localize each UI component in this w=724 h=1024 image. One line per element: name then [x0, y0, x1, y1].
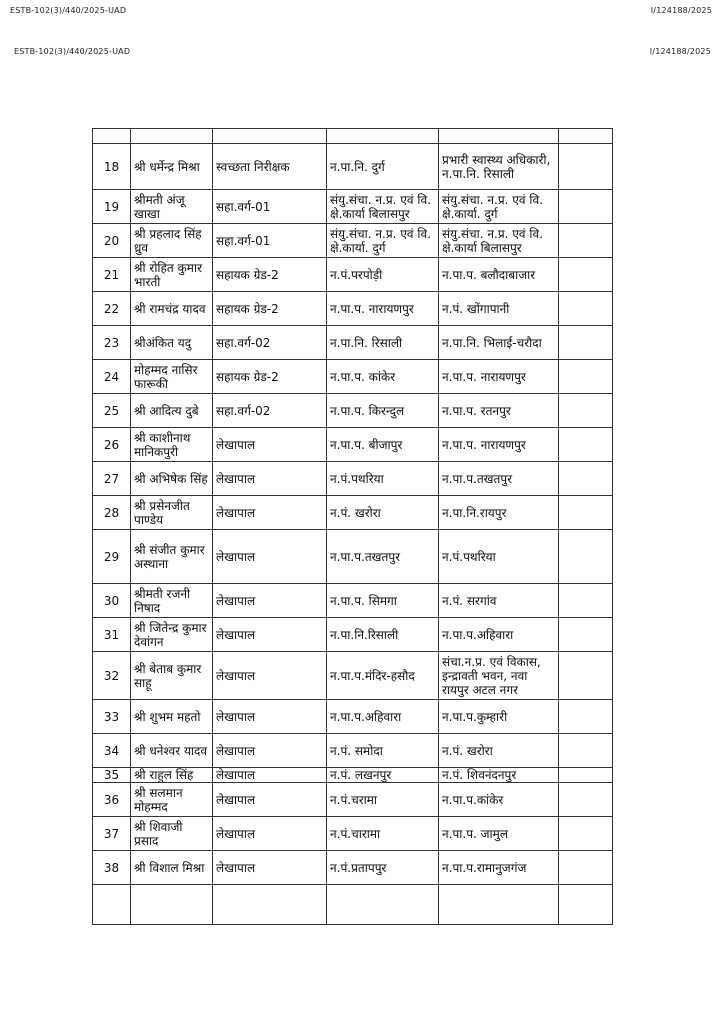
transfer-posting-cell: न.पा.प. रतनपुर	[439, 394, 559, 428]
employee-name-cell: श्री रामचंद्र यादव	[131, 292, 213, 326]
transfer-posting-cell: न.पं. खरोरा	[439, 734, 559, 768]
table-row	[93, 734, 613, 768]
current-posting-cell: न.पं. लखनपुर	[327, 768, 439, 783]
blank-cell	[93, 885, 131, 925]
transfer-posting-cell: न.पा.नि.रायपुर	[439, 496, 559, 530]
blank-cell	[327, 129, 439, 144]
table-top-blank-row	[93, 129, 613, 144]
employee-name-cell: श्री प्रसेनजीत पाण्डेय	[131, 496, 213, 530]
table-row	[93, 144, 613, 190]
remarks-cell	[559, 224, 613, 258]
remarks-cell	[559, 462, 613, 496]
designation-cell: लेखापाल	[213, 652, 327, 700]
serial-number-cell: 35	[93, 768, 131, 783]
designation-cell: लेखापाल	[213, 618, 327, 652]
table-row	[93, 851, 613, 885]
current-posting-cell: न.पा.नि.रिसाली	[327, 618, 439, 652]
designation-cell: लेखापाल	[213, 734, 327, 768]
employee-name-cell: श्री प्रहलाद सिंह ध्रुव	[131, 224, 213, 258]
remarks-cell	[559, 618, 613, 652]
employee-name-cell: श्रीमती अंजू खाखा	[131, 190, 213, 224]
designation-cell: सहा.वर्ग-02	[213, 326, 327, 360]
current-posting-cell: न.पा.नि. दुर्ग	[327, 144, 439, 190]
current-posting-cell: न.पं. खरोरा	[327, 496, 439, 530]
current-posting-cell: न.पा.प.मंदिर-हसौद	[327, 652, 439, 700]
current-posting-cell: न.पा.नि. रिसाली	[327, 326, 439, 360]
designation-cell: सहा.वर्ग-01	[213, 224, 327, 258]
current-posting-cell: न.पा.प. नारायणपुर	[327, 292, 439, 326]
table-row	[93, 224, 613, 258]
remarks-cell	[559, 258, 613, 292]
current-posting-cell: न.पं.चरामा	[327, 783, 439, 817]
transfer-posting-cell: संचा.न.प्र. एवं विकास, इन्द्रावती भवन, नवा रायपुर अटल नगर	[439, 652, 559, 700]
designation-cell: स्वच्छता निरीक्षक	[213, 144, 327, 190]
transfer-posting-cell: न.पा.प. नारायणपुर	[439, 428, 559, 462]
serial-number-cell: 29	[93, 530, 131, 584]
employee-name-cell: श्रीअंकित यदु	[131, 326, 213, 360]
employee-name-cell: श्री विशाल मिश्रा	[131, 851, 213, 885]
designation-cell: सहा.वर्ग-01	[213, 190, 327, 224]
table-row	[93, 652, 613, 700]
serial-number-cell: 34	[93, 734, 131, 768]
remarks-cell	[559, 428, 613, 462]
employee-name-cell: श्री बेताब कुमार साहू	[131, 652, 213, 700]
table-row	[93, 817, 613, 851]
table-row	[93, 530, 613, 584]
table-row	[93, 462, 613, 496]
employee-name-cell: श्री सलमान मोहम्मद	[131, 783, 213, 817]
current-posting-cell: न.पं.पथरिया	[327, 462, 439, 496]
current-posting-cell: संयु.संचा. न.प्र. एवं वि. क्षे.कार्या बिलासपुर	[327, 190, 439, 224]
remarks-cell	[559, 652, 613, 700]
table-row	[93, 360, 613, 394]
serial-number-cell: 25	[93, 394, 131, 428]
designation-cell: लेखापाल	[213, 428, 327, 462]
remarks-cell	[559, 783, 613, 817]
serial-number-cell: 19	[93, 190, 131, 224]
table-row	[93, 394, 613, 428]
table-bottom-blank-row	[93, 885, 613, 925]
remarks-cell	[559, 768, 613, 783]
blank-cell	[559, 885, 613, 925]
employee-name-cell: श्री अभिषेक सिंह	[131, 462, 213, 496]
designation-cell: लेखापाल	[213, 700, 327, 734]
remarks-cell	[559, 851, 613, 885]
designation-cell: लेखापाल	[213, 462, 327, 496]
employee-name-cell: श्री काशीनाथ मानिकपुरी	[131, 428, 213, 462]
transfer-posting-cell: न.पं. सरगांव	[439, 584, 559, 618]
designation-cell: सहा.वर्ग-02	[213, 394, 327, 428]
current-posting-cell: न.पा.प. किरन्दुल	[327, 394, 439, 428]
employee-name-cell: श्री आदित्य दुबे	[131, 394, 213, 428]
current-posting-cell: न.पा.प.अहिवारा	[327, 700, 439, 734]
remarks-cell	[559, 584, 613, 618]
designation-cell: लेखापाल	[213, 496, 327, 530]
serial-number-cell: 33	[93, 700, 131, 734]
blank-cell	[213, 885, 327, 925]
table-row	[93, 783, 613, 817]
serial-number-cell: 38	[93, 851, 131, 885]
blank-cell	[327, 885, 439, 925]
serial-number-cell: 20	[93, 224, 131, 258]
transfer-posting-cell: न.पं. खोंगापानी	[439, 292, 559, 326]
designation-cell: सहायक ग्रेड-2	[213, 292, 327, 326]
blank-cell	[131, 129, 213, 144]
transfer-posting-cell: प्रभारी स्वास्थ्य अधिकारी, न.पा.नि. रिसाली	[439, 144, 559, 190]
document-id-right: I/124188/2025	[650, 6, 712, 15]
employee-name-cell: श्री धनेश्वर यादव	[131, 734, 213, 768]
serial-number-cell: 36	[93, 783, 131, 817]
transfer-table-body	[93, 129, 613, 925]
serial-number-cell: 28	[93, 496, 131, 530]
employee-name-cell: श्री रोहित कुमार भारती	[131, 258, 213, 292]
remarks-cell	[559, 394, 613, 428]
serial-number-cell: 27	[93, 462, 131, 496]
remarks-cell	[559, 144, 613, 190]
serial-number-cell: 22	[93, 292, 131, 326]
serial-number-cell: 24	[93, 360, 131, 394]
serial-number-cell: 23	[93, 326, 131, 360]
transfer-posting-cell: न.पा.प.कुम्हारी	[439, 700, 559, 734]
remarks-cell	[559, 292, 613, 326]
serial-number-cell: 30	[93, 584, 131, 618]
transfer-posting-cell: न.पा.प.तखतपुर	[439, 462, 559, 496]
table-row	[93, 428, 613, 462]
table-row	[93, 700, 613, 734]
serial-number-cell: 26	[93, 428, 131, 462]
remarks-cell	[559, 530, 613, 584]
table-row	[93, 190, 613, 224]
remarks-cell	[559, 190, 613, 224]
serial-number-cell: 32	[93, 652, 131, 700]
employee-name-cell: श्री संजीत कुमार अस्थाना	[131, 530, 213, 584]
current-posting-cell: न.पा.प. सिमगा	[327, 584, 439, 618]
transfer-posting-cell: न.पं.पथरिया	[439, 530, 559, 584]
employee-name-cell: श्री शिवाजी प्रसाद	[131, 817, 213, 851]
transfer-posting-cell: न.पा.प. नारायणपुर	[439, 360, 559, 394]
employee-name-cell: श्रीमती रजनी निषाद	[131, 584, 213, 618]
table-row	[93, 584, 613, 618]
designation-cell: सहायक ग्रेड-2	[213, 360, 327, 394]
document-id-right-secondary: I/124188/2025	[649, 47, 711, 56]
reference-number-left: ESTB-102(3)/440/2025-UAD	[10, 6, 127, 15]
transfer-posting-cell: न.पा.नि. भिलाई-चरौदा	[439, 326, 559, 360]
serial-number-cell: 31	[93, 618, 131, 652]
remarks-cell	[559, 326, 613, 360]
transfer-posting-cell: संयु.संचा. न.प्र. एवं वि. क्षे.कार्या बिलासपुर	[439, 224, 559, 258]
employee-name-cell: मोहम्मद नासिर फारूकी	[131, 360, 213, 394]
blank-cell	[439, 885, 559, 925]
blank-cell	[93, 129, 131, 144]
remarks-cell	[559, 360, 613, 394]
blank-cell	[439, 129, 559, 144]
employee-name-cell: श्री जितेन्द्र कुमार देवांगन	[131, 618, 213, 652]
table-row	[93, 258, 613, 292]
reference-number-left-secondary: ESTB-102(3)/440/2025-UAD	[14, 47, 131, 56]
remarks-cell	[559, 817, 613, 851]
serial-number-cell: 21	[93, 258, 131, 292]
table-row	[93, 326, 613, 360]
designation-cell: सहायक ग्रेड-2	[213, 258, 327, 292]
designation-cell: लेखापाल	[213, 851, 327, 885]
transfer-posting-cell: न.पा.प.कांकेर	[439, 783, 559, 817]
table-row	[93, 292, 613, 326]
designation-cell: लेखापाल	[213, 584, 327, 618]
designation-cell: लेखापाल	[213, 817, 327, 851]
employee-name-cell: श्री शुभम महतो	[131, 700, 213, 734]
current-posting-cell: न.पा.प.तखतपुर	[327, 530, 439, 584]
designation-cell: लेखापाल	[213, 768, 327, 783]
employee-name-cell: श्री राहुल सिंह	[131, 768, 213, 783]
current-posting-cell: संयु.संचा. न.प्र. एवं वि. क्षे.कार्या. दुर्ग	[327, 224, 439, 258]
current-posting-cell: न.पं.चारामा	[327, 817, 439, 851]
employee-name-cell: श्री धर्मेन्द्र मिश्रा	[131, 144, 213, 190]
transfer-posting-cell: न.पा.प.अहिवारा	[439, 618, 559, 652]
current-posting-cell: न.पा.प. बीजापुर	[327, 428, 439, 462]
current-posting-cell: न.पा.प. कांकेर	[327, 360, 439, 394]
serial-number-cell: 18	[93, 144, 131, 190]
current-posting-cell: न.पं. समोदा	[327, 734, 439, 768]
current-posting-cell: न.पं.परपोड़ी	[327, 258, 439, 292]
remarks-cell	[559, 700, 613, 734]
remarks-cell	[559, 734, 613, 768]
transfer-posting-cell: संयु.संचा. न.प्र. एवं वि. क्षे.कार्या. दुर्ग	[439, 190, 559, 224]
transfer-posting-cell: न.पं. शिवनंदनपुर	[439, 768, 559, 783]
table-row	[93, 768, 613, 783]
blank-cell	[131, 885, 213, 925]
blank-cell	[559, 129, 613, 144]
transfer-posting-cell: न.पा.प.रामानुजगंज	[439, 851, 559, 885]
table-row	[93, 496, 613, 530]
transfer-posting-cell: न.पा.प. बलौदाबाजार	[439, 258, 559, 292]
designation-cell: लेखापाल	[213, 530, 327, 584]
designation-cell: लेखापाल	[213, 783, 327, 817]
remarks-cell	[559, 496, 613, 530]
blank-cell	[213, 129, 327, 144]
transfer-posting-cell: न.पा.प. जामुल	[439, 817, 559, 851]
serial-number-cell: 37	[93, 817, 131, 851]
table-row	[93, 618, 613, 652]
current-posting-cell: न.पं.प्रतापपुर	[327, 851, 439, 885]
transfer-table	[92, 128, 613, 925]
